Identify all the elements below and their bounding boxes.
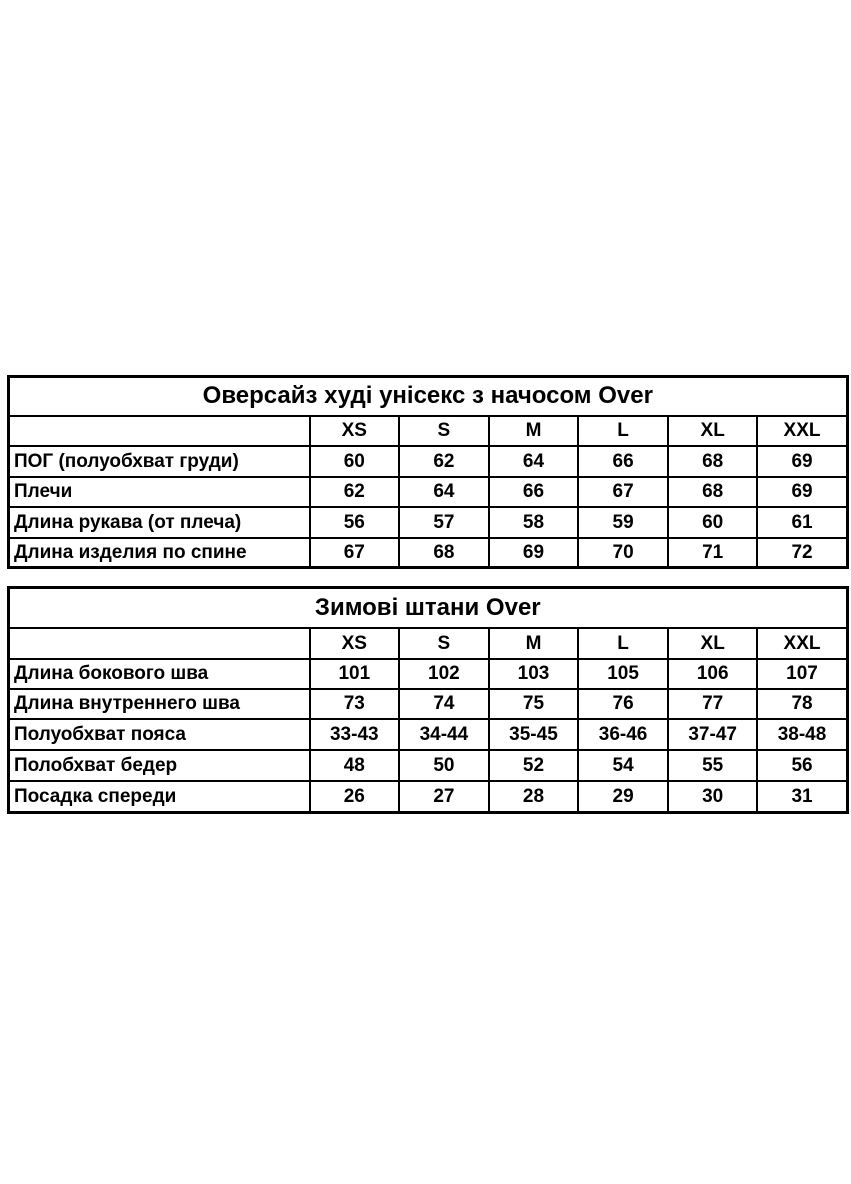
measurement-cell: 36-46 [578,719,668,750]
size-header: M [489,416,579,446]
measurement-cell: 72 [757,538,847,568]
row-label: Полобхват бедер [9,750,310,781]
measurement-cell: 31 [757,781,847,813]
measurement-cell: 75 [489,689,579,719]
size-header: L [578,416,668,446]
row-label: Плечи [9,477,310,507]
measurement-cell: 66 [578,446,668,477]
size-header-row [9,628,848,659]
size-header: XS [310,416,400,446]
measurement-cell: 77 [668,689,758,719]
measurement-cell: 52 [489,750,579,781]
measurement-cell: 48 [310,750,400,781]
measurement-cell: 50 [399,750,489,781]
table-row [9,507,848,538]
measurement-cell: 60 [668,507,758,538]
measurement-cell: 102 [399,659,489,689]
measurement-cell: 64 [399,477,489,507]
size-header: XXL [757,628,847,659]
measurement-cell: 55 [668,750,758,781]
table-title: Зимові штани Over [9,588,848,628]
measurement-cell: 103 [489,659,579,689]
measurement-cell: 38-48 [757,719,847,750]
measurement-cell: 56 [310,507,400,538]
measurement-cell: 106 [668,659,758,689]
size-header: M [489,628,579,659]
measurement-cell: 67 [578,477,668,507]
table-row [9,446,848,477]
row-label: Длина рукава (от плеча) [9,507,310,538]
table-row [9,477,848,507]
measurement-cell: 101 [310,659,400,689]
pants-size-table [7,586,849,814]
measurement-cell: 78 [757,689,847,719]
measurement-cell: 67 [310,538,400,568]
measurement-cell: 34-44 [399,719,489,750]
measurement-cell: 68 [668,446,758,477]
measurement-cell: 54 [578,750,668,781]
measurement-cell: 33-43 [310,719,400,750]
measurement-cell: 64 [489,446,579,477]
row-label: Полуобхват пояса [9,719,310,750]
measurement-cell: 61 [757,507,847,538]
row-label: Посадка спереди [9,781,310,813]
table-row [9,659,848,689]
size-header: S [399,628,489,659]
size-header: XS [310,628,400,659]
size-header: L [578,628,668,659]
measurement-cell: 105 [578,659,668,689]
measurement-cell: 26 [310,781,400,813]
table-title: Оверсайз худі унісекс з начосом Over [9,377,848,416]
row-label: Длина бокового шва [9,659,310,689]
size-header-row [9,416,848,446]
measurement-cell: 59 [578,507,668,538]
size-header: XL [668,416,758,446]
hoodie-size-table [7,375,849,569]
measurement-cell: 58 [489,507,579,538]
measurement-cell: 69 [757,446,847,477]
measurement-cell: 69 [757,477,847,507]
measurement-cell: 66 [489,477,579,507]
row-label: Длина внутреннего шва [9,689,310,719]
table-row [9,689,848,719]
title-row [9,377,848,416]
empty-corner-cell [9,628,310,659]
measurement-cell: 107 [757,659,847,689]
measurement-cell: 71 [668,538,758,568]
measurement-cell: 57 [399,507,489,538]
measurement-cell: 62 [310,477,400,507]
table-row [9,719,848,750]
measurement-cell: 35-45 [489,719,579,750]
measurement-cell: 60 [310,446,400,477]
table-row [9,750,848,781]
measurement-cell: 30 [668,781,758,813]
measurement-cell: 27 [399,781,489,813]
size-header: S [399,416,489,446]
measurement-cell: 37-47 [668,719,758,750]
measurement-cell: 70 [578,538,668,568]
table-row [9,781,848,813]
measurement-cell: 56 [757,750,847,781]
measurement-cell: 74 [399,689,489,719]
measurement-cell: 68 [399,538,489,568]
empty-corner-cell [9,416,310,446]
measurement-cell: 29 [578,781,668,813]
size-header: XXL [757,416,847,446]
title-row [9,588,848,628]
measurement-cell: 62 [399,446,489,477]
measurement-cell: 28 [489,781,579,813]
measurement-cell: 68 [668,477,758,507]
row-label: Длина изделия по спине [9,538,310,568]
size-header: XL [668,628,758,659]
measurement-cell: 73 [310,689,400,719]
measurement-cell: 76 [578,689,668,719]
measurement-cell: 69 [489,538,579,568]
row-label: ПОГ (полуобхват груди) [9,446,310,477]
table-row [9,538,848,568]
